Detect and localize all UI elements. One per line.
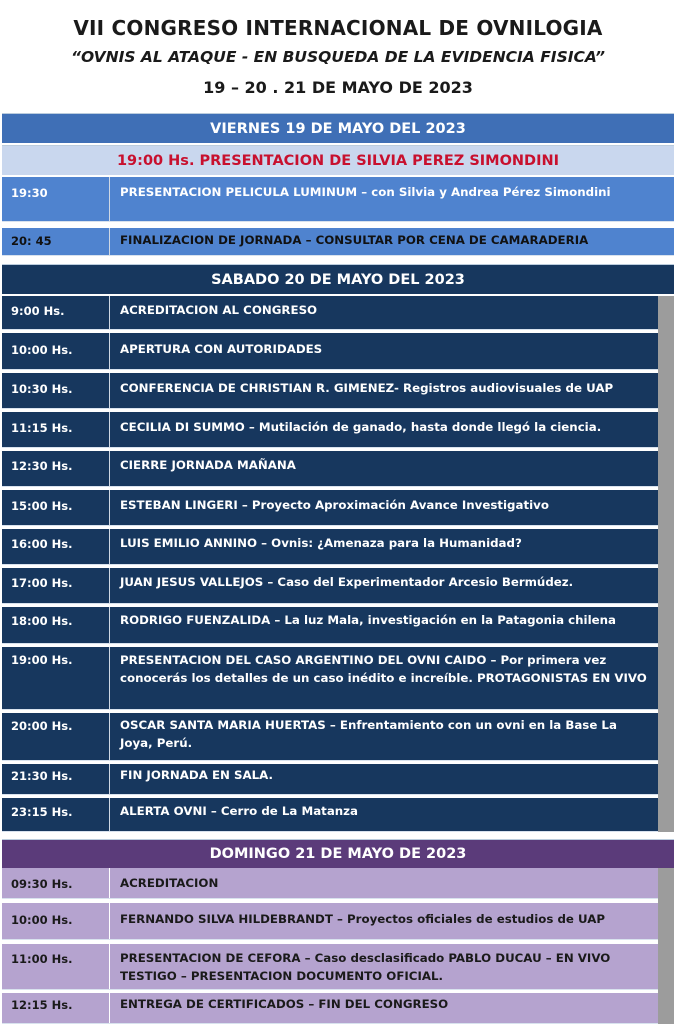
row-time: 17:00 Hs. bbox=[2, 568, 110, 603]
schedule-row bbox=[2, 529, 658, 565]
page-subtitle: “OVNIS AL ATAQUE - EN BUSQUEDA DE LA EVIDENCIA FISICA” bbox=[71, 48, 605, 66]
event-dates: 19 – 20 . 21 DE MAYO DE 2023 bbox=[203, 78, 473, 97]
schedule-row bbox=[2, 868, 658, 899]
row-time: 16:00 Hs. bbox=[2, 529, 110, 564]
row-time: 11:00 Hs. bbox=[2, 944, 110, 989]
schedule-row bbox=[2, 451, 658, 487]
schedule-row bbox=[2, 412, 658, 448]
row-text: RODRIGO FUENZALIDA – La luz Mala, investigación en la Patagonia chilena bbox=[120, 613, 616, 627]
schedule-row bbox=[2, 944, 658, 990]
row-time: 10:00 Hs. bbox=[2, 903, 110, 939]
row-time: 15:00 Hs. bbox=[2, 490, 110, 525]
row-time: 10:00 Hs. bbox=[2, 333, 110, 369]
schedule-row bbox=[2, 713, 658, 761]
row-text: ALERTA OVNI – Cerro de La Matanza bbox=[120, 804, 359, 818]
sunday-heading: DOMINGO 21 DE MAYO DE 2023 bbox=[2, 839, 674, 868]
schedule-row bbox=[2, 228, 674, 256]
sunday-side-rail bbox=[658, 868, 674, 1024]
row-text: CONFERENCIA DE CHRISTIAN R. GIMENEZ- Registros audiovisuales de UAP bbox=[120, 381, 614, 395]
row-text: PRESENTACION DE CEFORA – Caso desclasificado PABLO DUCAU – EN VIVO TESTIGO – PRESENTACION DOCUMENTO OFICIAL. bbox=[120, 951, 611, 983]
row-text: OSCAR SANTA MARIA HUERTAS – Enfrentamiento con un ovni en la Base La Joya, Perú. bbox=[120, 718, 617, 750]
row-text: CECILIA DI SUMMO – Mutilación de ganado, hasta donde llegó la ciencia. bbox=[120, 420, 602, 434]
row-time: 18:00 Hs. bbox=[2, 607, 110, 643]
schedule-row bbox=[2, 903, 658, 940]
row-time: 19:30 bbox=[2, 177, 110, 221]
row-time: 9:00 Hs. bbox=[2, 296, 110, 329]
schedule-row bbox=[2, 296, 658, 330]
schedule-row bbox=[2, 993, 658, 1024]
row-time: 12:15 Hs. bbox=[2, 993, 110, 1023]
page-title: VII CONGRESO INTERNACIONAL DE OVNILOGIA bbox=[73, 16, 603, 40]
row-text: APERTURA CON AUTORIDADES bbox=[120, 342, 323, 356]
row-text: ESTEBAN LINGERI – Proyecto Aproximación Avance Investigativo bbox=[120, 498, 549, 512]
schedule-row bbox=[2, 607, 658, 644]
schedule-row bbox=[2, 798, 658, 832]
row-text: JUAN JESUS VALLEJOS – Caso del Experimentador Arcesio Bermúdez. bbox=[120, 575, 574, 589]
saturday-side-rail bbox=[658, 296, 674, 832]
friday-heading: VIERNES 19 DE MAYO DEL 2023 bbox=[2, 113, 674, 143]
row-text: FINALIZACION DE JORNADA – CONSULTAR POR CENA DE CAMARADERIA bbox=[120, 233, 589, 247]
row-time: 20: 45 bbox=[2, 228, 110, 255]
row-text: CIERRE JORNADA MAÑANA bbox=[120, 458, 296, 472]
row-time: 23:15 Hs. bbox=[2, 798, 110, 831]
schedule-row bbox=[2, 373, 658, 409]
schedule-row bbox=[2, 764, 658, 795]
row-text: PRESENTACION DEL CASO ARGENTINO DEL OVNI CAIDO – Por primera vez conocerás los detalles de un caso inédito e increíble. PROTAGONISTAS EN VIVO bbox=[120, 653, 647, 685]
row-time: 20:00 Hs. bbox=[2, 713, 110, 760]
row-time: 21:30 Hs. bbox=[2, 764, 110, 794]
row-text: LUIS EMILIO ANNINO – Ovnis: ¿Amenaza para la Humanidad? bbox=[120, 536, 522, 550]
schedule-row bbox=[2, 647, 658, 710]
saturday-heading: SABADO 20 DE MAYO DEL 2023 bbox=[2, 264, 674, 294]
schedule-row bbox=[2, 490, 658, 526]
row-time: 09:30 Hs. bbox=[2, 868, 110, 898]
row-time: 10:30 Hs. bbox=[2, 373, 110, 408]
row-time: 19:00 Hs. bbox=[2, 647, 110, 709]
row-time: 12:30 Hs. bbox=[2, 451, 110, 486]
schedule-row bbox=[2, 568, 658, 604]
row-text: ACREDITACION bbox=[120, 876, 219, 890]
friday-highlight: 19:00 Hs. PRESENTACION DE SILVIA PEREZ SIMONDINI bbox=[2, 145, 674, 175]
row-text: ACREDITACION AL CONGRESO bbox=[120, 303, 318, 317]
row-time: 11:15 Hs. bbox=[2, 412, 110, 447]
schedule-row bbox=[2, 177, 674, 222]
row-text: PRESENTACION PELICULA LUMINUM – con Silvia y Andrea Pérez Simondini bbox=[120, 185, 611, 199]
row-text: FIN JORNADA EN SALA. bbox=[120, 768, 273, 782]
row-text: ENTREGA DE CERTIFICADOS – FIN DEL CONGRESO bbox=[120, 997, 449, 1011]
schedule-row bbox=[2, 333, 658, 370]
row-text: FERNANDO SILVA HILDEBRANDT – Proyectos oficiales de estudios de UAP bbox=[120, 912, 606, 926]
